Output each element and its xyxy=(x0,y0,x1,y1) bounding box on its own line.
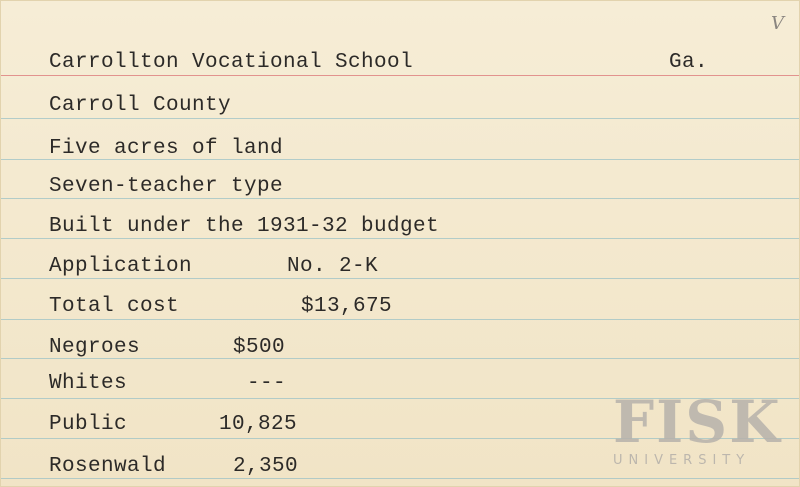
funding-value-rosenwald: 2,350 xyxy=(233,455,299,478)
watermark-subtitle: UNIVERSITY xyxy=(613,453,751,468)
total-cost-label: Total cost xyxy=(49,295,180,318)
funding-label-whites: Whites xyxy=(49,372,128,395)
ruled-line xyxy=(1,478,800,479)
funding-value-negroes: $500 xyxy=(233,336,286,359)
application-value: No. 2-K xyxy=(287,255,379,278)
budget: Built under the 1931-32 budget xyxy=(49,215,440,238)
funding-label-public: Public xyxy=(49,413,128,436)
funding-value-public: 10,825 xyxy=(219,413,298,436)
ruled-line xyxy=(1,319,800,320)
ruled-line xyxy=(1,118,800,119)
fisk-university-watermark xyxy=(613,388,791,468)
county: Carroll County xyxy=(49,94,232,117)
building-type: Seven-teacher type xyxy=(49,175,284,198)
ruled-line xyxy=(1,278,800,279)
red-header-rule xyxy=(1,75,800,76)
school-name: Carrollton Vocational School xyxy=(49,51,414,74)
application-label: Application xyxy=(49,255,193,278)
funding-value-whites: --- xyxy=(247,372,287,395)
ruled-line xyxy=(1,198,800,199)
watermark-name: FISK xyxy=(613,388,782,456)
ruled-line xyxy=(1,238,800,239)
land: Five acres of land xyxy=(49,137,284,160)
check-mark: V xyxy=(771,13,784,34)
state: Ga. xyxy=(669,51,709,74)
total-cost-value: $13,675 xyxy=(301,295,393,318)
funding-label-rosenwald: Rosenwald xyxy=(49,455,167,478)
funding-label-negroes: Negroes xyxy=(49,336,141,359)
